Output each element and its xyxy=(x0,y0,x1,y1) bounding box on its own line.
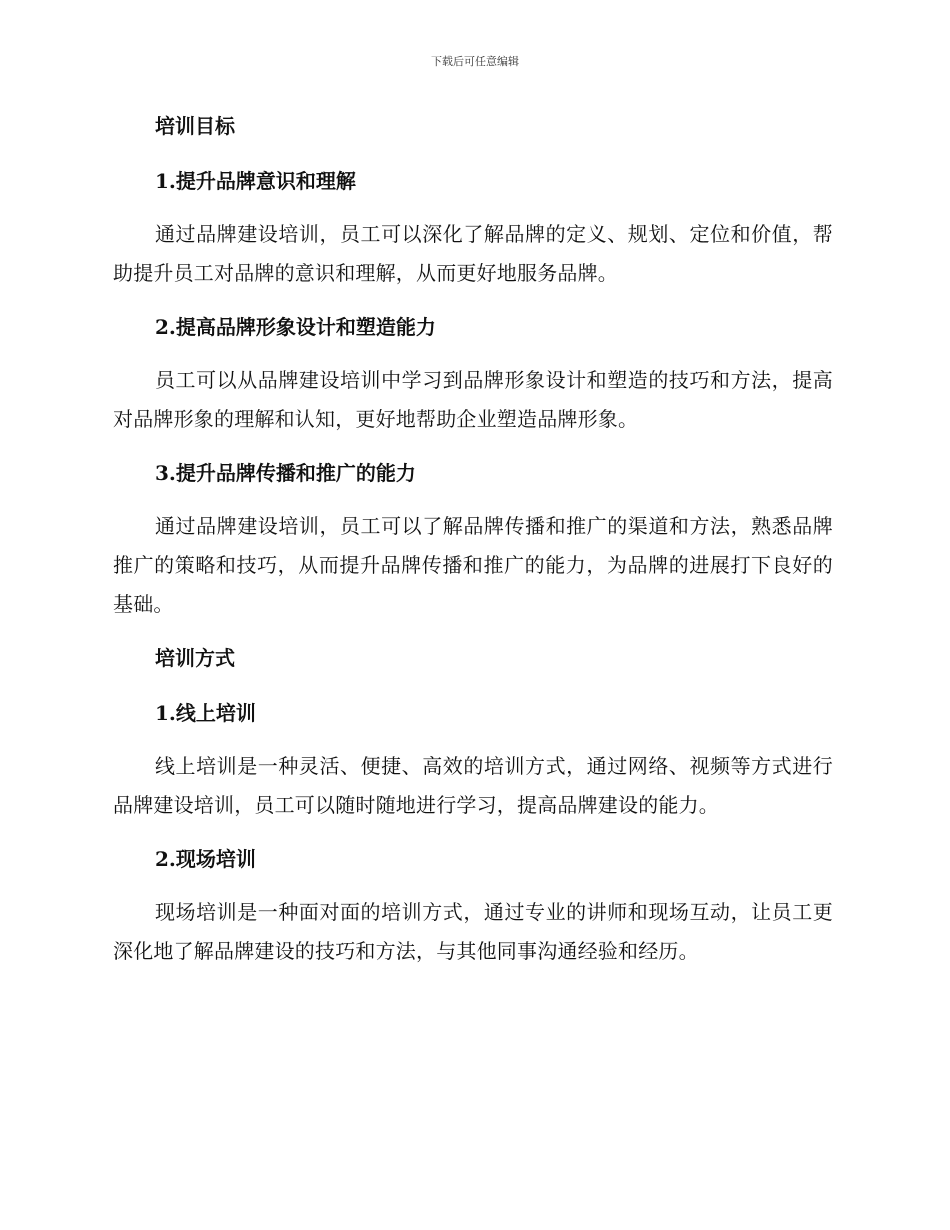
paragraph-online-training: 线上培训是一种灵活、便捷、高效的培训方式，通过网络、视频等方式进行品牌建设培训，员工可以随时随地进行学习，提高品牌建设的能力。 xyxy=(113,754,833,817)
subheading-onsite-training: 2.现场培训 xyxy=(155,847,256,871)
subheading-brand-image: 2.提高品牌形象设计和塑造能力 xyxy=(155,315,436,339)
paragraph-brand-awareness: 通过品牌建设培训，员工可以深化了解品牌的定义、规划、定位和价值，帮助提升员工对品牌的意识和理解，从而更好地服务品牌。 xyxy=(113,222,833,285)
page-header-note: 下载后可任意编辑 xyxy=(431,55,519,68)
paragraph-brand-promotion: 通过品牌建设培训，员工可以了解品牌传播和推广的渠道和方法，熟悉品牌推广的策略和技巧，从而提升品牌传播和推广的能力，为品牌的进展打下良好的基础。 xyxy=(113,514,833,616)
paragraph-brand-image: 员工可以从品牌建设培训中学习到品牌形象设计和塑造的技巧和方法，提高对品牌形象的理解和认知，更好地帮助企业塑造品牌形象。 xyxy=(113,368,833,431)
subheading-brand-awareness: 1.提升品牌意识和理解 xyxy=(155,169,356,193)
paragraph-onsite-training: 现场培训是一种面对面的培训方式，通过专业的讲师和现场互动，让员工更深化地了解品牌建设的技巧和方法，与其他同事沟通经验和经历。 xyxy=(113,900,833,963)
subheading-brand-promotion: 3.提升品牌传播和推广的能力 xyxy=(155,461,416,485)
section-heading-training-methods: 培训方式 xyxy=(155,646,235,670)
subheading-online-training: 1.线上培训 xyxy=(155,701,256,725)
document-body xyxy=(113,107,833,971)
section-heading-training-goals: 培训目标 xyxy=(155,114,235,138)
